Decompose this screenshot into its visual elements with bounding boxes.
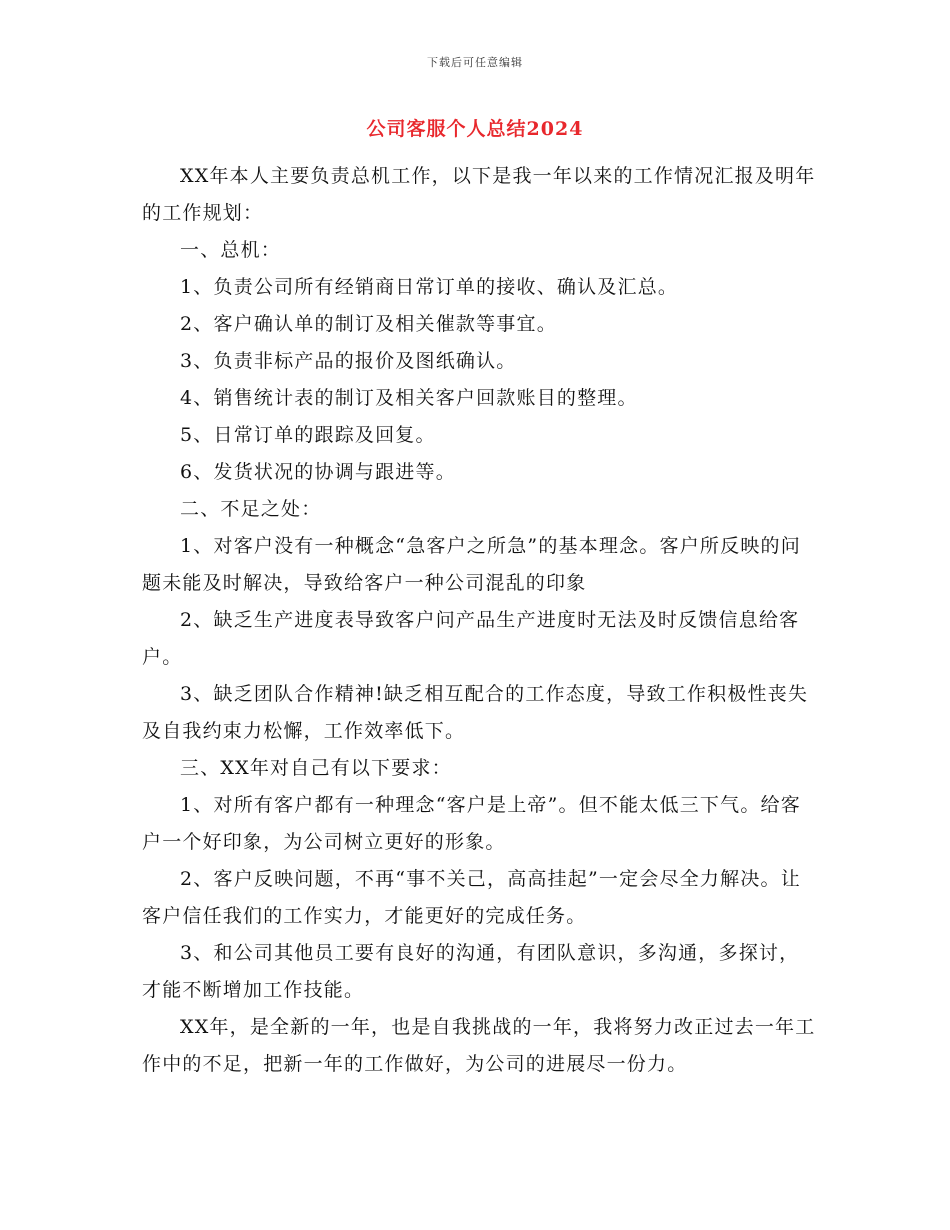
list-item: 2、客户确认单的制订及相关催款等事宜。 [180,313,557,335]
document-title: 公司客服个人总结2024 [366,118,584,140]
list-item: 1、负责公司所有经销商日常订单的接收、确认及汇总。 [180,276,679,298]
section-heading-2: 二、不足之处： [180,498,322,520]
document-body [142,158,818,1083]
list-item: 3、缺乏团队合作精神!缺乏相互配合的工作态度，导致工作积极性丧失及自我约束力松懈，工作效率低下。 [142,683,809,742]
paragraph-intro: XX年本人主要负责总机工作，以下是我一年以来的工作情况汇报及明年的工作规划： [142,165,816,224]
section-heading-1: 一、总机： [180,239,282,261]
section-heading-3: 三、XX年对自己有以下要求： [180,757,452,779]
list-item: 3、负责非标产品的报价及图纸确认。 [180,350,517,372]
list-item: 3、和公司其他员工要有良好的沟通，有团队意识，多沟通，多探讨，才能不断增加工作技能。 [142,942,800,1001]
header-note: 下载后可任意编辑 [427,56,523,69]
list-item: 1、对所有客户都有一种理念“客户是上帝”。但不能太低三下气。给客户一个好印象，为公司树立更好的形象。 [142,794,801,853]
list-item: 4、销售统计表的制订及相关客户回款账目的整理。 [180,387,638,409]
list-item: 1、对客户没有一种概念“急客户之所急”的基本理念。客户所反映的问题未能及时解决，导致给客户一种公司混乱的印象 [142,535,801,594]
list-item: 5、日常订单的跟踪及回复。 [180,424,436,446]
list-item: 6、发货状况的协调与跟进等。 [180,461,456,483]
list-item: 2、缺乏生产进度表导致客户问产品生产进度时无法及时反馈信息给客户。 [142,609,800,668]
list-item: 2、客户反映问题，不再“事不关己，高高挂起”一定会尽全力解决。让客户信任我们的工作实力，才能更好的完成任务。 [142,868,801,927]
paragraph-conclusion: XX年，是全新的一年，也是自我挑战的一年，我将努力改正过去一年工作中的不足，把新一年的工作做好，为公司的进展尽一份力。 [142,1016,816,1075]
